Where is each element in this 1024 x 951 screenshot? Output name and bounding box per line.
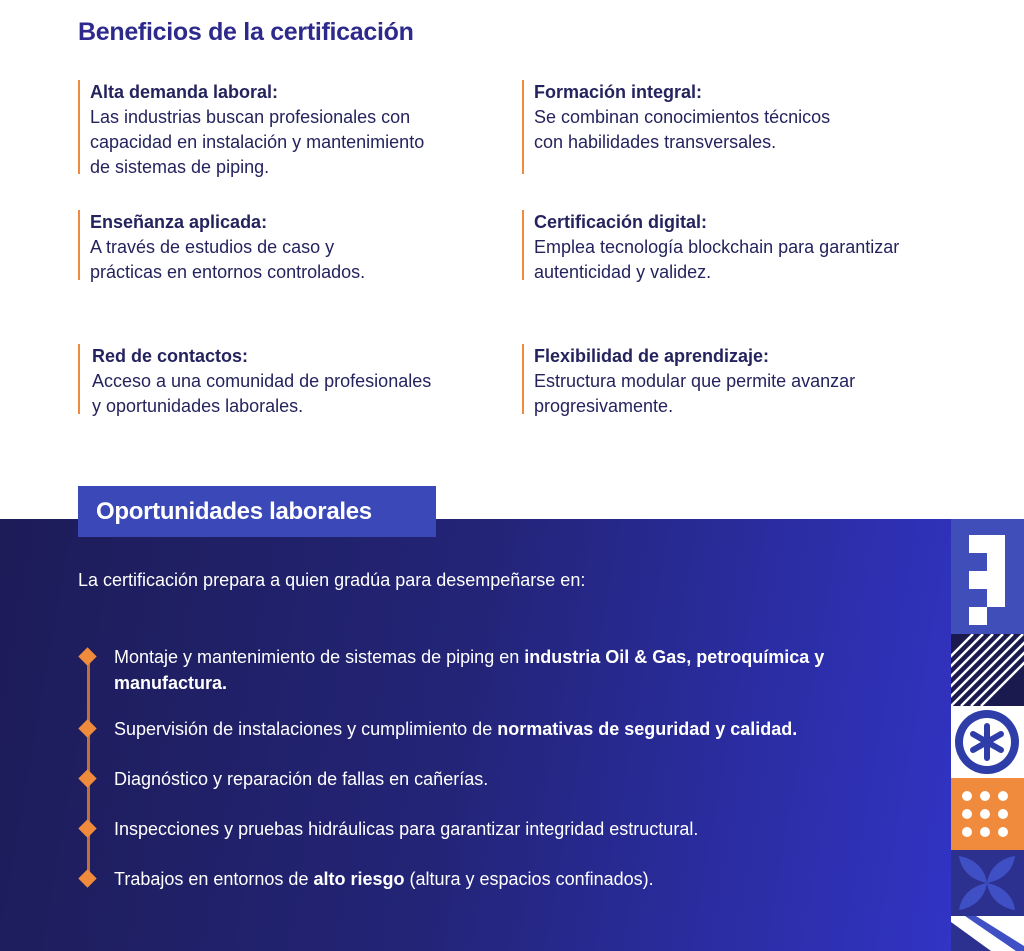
opportunity-item xyxy=(114,766,914,792)
benefit-heading: Alta demanda laboral: xyxy=(90,82,279,102)
opportunities-title: Oportunidades laborales xyxy=(78,486,436,537)
benefit-heading: Certificación digital: xyxy=(534,212,708,232)
checker-pattern-icon xyxy=(951,519,1024,634)
opportunities-intro: La certificación prepara a quien gradúa para desempeñarse en: xyxy=(78,570,586,590)
benefit-text: A través de estudios de caso y prácticas en entornos controlados. xyxy=(90,237,366,282)
benefit-text: Las industrias buscan profesionales con capacidad en instalación y mantenimiento de sistemas de piping. xyxy=(90,107,425,177)
opportunity-bold-text: industria Oil & Gas, petroquímica y manufactura. xyxy=(114,647,825,693)
benefits-title: Beneficios de la certificación xyxy=(78,18,414,46)
diagonal-stripes-icon xyxy=(951,634,1024,706)
opportunity-item xyxy=(114,644,904,696)
timeline-line xyxy=(87,655,90,880)
dots-grid-icon xyxy=(951,778,1024,850)
opportunity-item xyxy=(114,866,914,892)
benefit-learning-flexibility xyxy=(522,344,855,414)
benefit-heading: Red de contactos: xyxy=(92,346,249,366)
asterisk-badge-icon xyxy=(951,706,1024,778)
opportunity-text: Supervisión de instalaciones y cumplimiento de xyxy=(114,719,498,739)
opportunity-item xyxy=(114,716,914,742)
benefit-contacts-network xyxy=(78,344,431,414)
benefit-digital-certification xyxy=(522,210,899,280)
benefit-high-demand xyxy=(78,80,425,177)
opportunity-item xyxy=(114,816,914,842)
benefit-heading: Flexibilidad de aprendizaje: xyxy=(534,346,770,366)
benefit-text: Acceso a una comunidad de profesionales y oportunidades laborales. xyxy=(92,371,432,416)
benefit-applied-teaching xyxy=(78,210,365,280)
benefit-text: Emplea tecnología blockchain para garantizar autenticidad y validez. xyxy=(534,237,900,282)
benefit-integral-training xyxy=(522,80,830,174)
opportunity-text: Montaje y mantenimiento de sistemas de piping en xyxy=(114,647,525,667)
opportunity-bold-text: alto riesgo xyxy=(313,869,405,889)
benefit-heading: Formación integral: xyxy=(534,82,703,102)
petal-flower-icon xyxy=(951,850,1024,916)
corner-stripes-icon xyxy=(951,916,1024,951)
opportunity-text: Diagnóstico y reparación de fallas en cañerías. xyxy=(114,769,489,789)
opportunity-suffix: (altura y espacios confinados). xyxy=(404,869,654,889)
opportunity-text: Inspecciones y pruebas hidráulicas para garantizar integridad estructural. xyxy=(114,819,699,839)
opportunity-bold-text: normativas de seguridad y calidad. xyxy=(497,719,798,739)
opportunity-text: Trabajos en entornos de xyxy=(114,869,314,889)
benefit-text: Estructura modular que permite avanzar progresivamente. xyxy=(534,371,856,416)
benefit-heading: Enseñanza aplicada: xyxy=(90,212,268,232)
benefit-text: Se combinan conocimientos técnicos con habilidades transversales. xyxy=(534,107,831,152)
